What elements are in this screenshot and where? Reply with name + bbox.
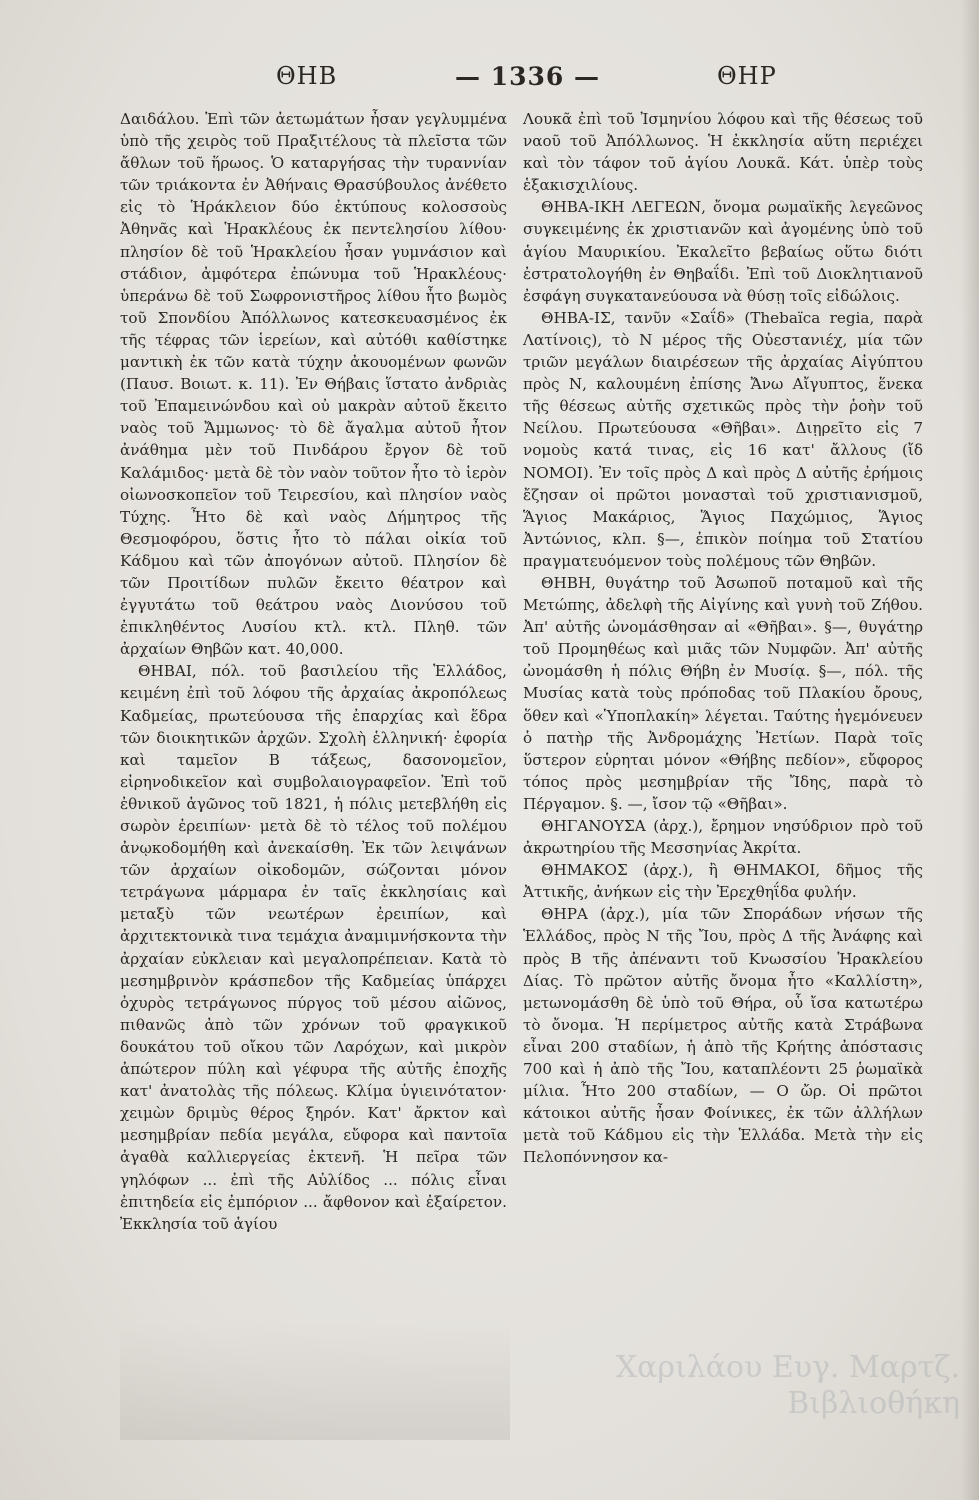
header-left-guideword: ΘΗΒ: [276, 62, 338, 90]
header-right-guideword: ΘΗΡ: [717, 62, 777, 90]
page-edge-shadow: [961, 0, 979, 1500]
entry-theganousa: ΘΗΓΑΝΟΥΣΑ (ἀρχ.), ἔρημον νησύδριον πρὸ τοῦ ἀκρωτηρίου τῆς Μεσσηνίας Ἀκρίτα.: [523, 817, 923, 858]
entry-thebe: ΘΗΒΗ, θυγάτηρ τοῦ Ἀσωποῦ ποταμοῦ καὶ τῆς Μετώπης, ἀδελφὴ τῆς Αἰγίνης καὶ γυνὴ τοῦ Ζήθου. Ἀπ' αὐτῆς ὠνομάσθησαν αἱ «Θῆβαι». §—, θυγάτηρ τοῦ Προμηθέως καὶ μιᾶς τῶν Νυμφῶν. Ἀπ' αὐτῆς ὠνομάσθη ἡ πόλις Θήβη ἐν Μυσίᾳ. §—, πόλ. τῆς Μυσίας κατὰ τοὺς πρόποδας τοῦ Πλακίου ὄρους, ὅθεν καὶ «Ὑποπλακίη» λέγεται. Ταύτης ἡγεμόνευεν ὁ πατὴρ τῆς Ἀνδρομάχης Ἠετίων. Παρὰ τοῖς ὕστερον εὑρηται μόνον «Θήβης πεδίον», εὔφορος τόπος πρὸς μεσημβρίαν τῆς Ἴδης, παρὰ τὸ Πέργαμον. §. —, ἴσον τῷ «Θῆβαι».: [523, 573, 923, 813]
page-smudge: [120, 1320, 510, 1440]
right-column: [523, 108, 923, 1169]
entry-themakos: ΘΗΜΑΚΟΣ (ἀρχ.), ἢ ΘΗΜΑΚΟΙ, δῆμος τῆς Ἀττικῆς, ἀνήκων εἰς τὴν Ἐρεχθηΐδα φυλήν.: [523, 861, 923, 902]
entry-thebais: ΘΗΒΑ-ΙΣ, τανῦν «Σαΐδ» (Thebaïca regia, παρὰ Λατίνοις), τὸ Ν μέρος τῆς Οὐεστανιέχ, μία τῶν τριῶν μεγάλων διαιρέσεων τῆς ἀρχαίας Αἰγύπτου πρὸς Ν, καλουμένη ἐπίσης Ἄνω Αἴγυπτος, ἕνεκα τῆς θέσεως αὐτῆς σχετικῶς πρὸς τὴν ῥοὴν τοῦ Νείλου. Πρωτεύουσα «Θῆβαι». Διῃρεῖτο εἰς 7 νομοὺς κατά τινας, εἰς 16 κατ' ἄλλους (ἴδ ΝΟΜΟΙ). Ἐν τοῖς πρὸς Δ καὶ πρὸς Δ αὐτῆς ἐρήμοις ἔζησαν οἱ πρῶτοι μονασταὶ τοῦ χριστιανισμοῦ, Ἅγιος Μακάριος, Ἅγιος Παχώμιος, Ἅγιος Ἀντώνιος, κλπ. §—, ἐπικὸν ποίημα τοῦ Στατίου πραγματευόμενον τοὺς πολέμους τῶν Θηβῶν.: [523, 308, 923, 570]
entry-continuation-text-right: Λουκᾶ ἐπὶ τοῦ Ἰσμηνίου λόφου καὶ τῆς θέσεως τοῦ ναοῦ τοῦ Ἀπόλλωνος. Ἡ ἐκκλησία αὕτη περιέχει καὶ τὸν τάφον τοῦ ἁγίου Λουκᾶ. Κάτ. ὑπὲρ τοὺς ἑξακισχιλίους.: [523, 110, 923, 195]
entry-theba-iki-legeon: ΘΗΒΑ-ΙΚΗ ΛΕΓΕΩΝ, ὄνομα ρωμαϊκῆς λεγεῶνος συγκειμένης ἐκ χριστιανῶν καὶ ἀγομένης ὑπὸ τοῦ ἁγίου Μαυρικίου. Ἐκαλεῖτο βεβαίως οὕτω διότι ἐστρατολογήθη ἐν Θηβαΐδι. Ἐπὶ τοῦ Διοκλητιανοῦ ἐσφάγη συγκατανεύουσα νὰ θύσῃ τοῖς εἰδώλοις.: [523, 198, 923, 305]
entry-continuation-text: Δαιδάλου. Ἐπὶ τῶν ἀετωμάτων ἦσαν γεγλυμμένα ὑπὸ τῆς χειρὸς τοῦ Πραξιτέλους τὰ πλεῖστα τῶν ἄθλων τοῦ ἥρωος. Ὁ καταργήσας τὴν τυραννίαν τῶν τριάκοντα ἐν Ἀθήναις Θρασύβουλος ἀνέθετο εἰς τὸ Ἡράκλειον δύο ἐκτύπους κολοσσοὺς Ἀθηνᾶς καὶ Ἡρακλέους ἐκ πεντελησίου λίθου· πλησίον δὲ τοῦ Ἡρακλείου ἦσαν γυμνάσιον καὶ στάδιον, ἀμφότερα ἐπώνυμα τοῦ Ἡρακλέους· ὑπεράνω δὲ τοῦ Σωφρονιστῆρος λίθου ἦτο βωμὸς τοῦ Σπονδίου Ἀπόλλωνος κατεσκευασμένος ἐκ τῆς τέφρας τῶν ἱερείων, καὶ αὐτόθι καθίστηκε μαντικὴ ἐκ τῶν κατὰ τύχην ἀκουομένων φωνῶν (Παυσ. Βοιωτ. κ. 11). Ἐν Θήβαις ἵστατο ἀνδριὰς τοῦ Ἐπαμεινώνδου καὶ οὐ μακρὰν αὐτοῦ ἔκειτο ναὸς τοῦ Ἄμμωνος· τὸ δὲ ἄγαλμα αὐτοῦ ἦτον ἀνάθημα μὲν τοῦ Πινδάρου ἔργον δὲ τοῦ Καλάμιδος· μετὰ δὲ τὸν ναὸν τοῦτον ἦτο τὸ ἱερὸν οἰωνοσκοπεῖον τοῦ Τειρεσίου, καὶ πλησίον ναὸς Τύχης. Ἦτο δὲ καὶ ναὸς Δήμητρος τῆς Θεσμοφόρου, ὅστις ἦτο τὸ πάλαι οἰκία τοῦ Κάδμου καὶ τῶν ἀπογόνων αὐτοῦ. Πλησίον δὲ τῶν Προιτίδων πυλῶν ἔκειτο θέατρον καὶ ἐγγυτάτω τοῦ θεάτρου ναὸς Διονύσου τοῦ ἐπικληθέντος Λυσίου κτλ. κτλ. Πληθ. τῶν ἀρχαίων Θηβῶν κατ. 40,000.: [120, 110, 507, 659]
library-watermark: Χαριλάου Ευγ. Μαρτζ. Βιβλιοθήκη: [615, 1350, 960, 1421]
entry-thebai: ΘΗΒΑΙ, πόλ. τοῦ βασιλείου τῆς Ἑλλάδος, κειμένη ἐπὶ τοῦ λόφου τῆς ἀρχαίας ἀκροπόλεως Καδμείας, πρωτεύουσα τῆς ἐπαρχίας καὶ ἕδρα τῶν διοικητικῶν ἀρχῶν. Σχολὴ ἑλληνική· ἐφορία καὶ ταμεῖον Β τάξεως, δασονομεῖον, εἰρηνοδικεῖον καὶ συμβολαιογραφεῖον. Ἐπὶ τοῦ ἐθνικοῦ ἀγῶνος τοῦ 1821, ἡ πόλις μετεβλήθη εἰς σωρὸν ἐρειπίων· μετὰ δὲ τὸ τέλος τοῦ πολέμου ἀνῳκοδομήθη καὶ ἀνεκαίσθη. Ἐκ τῶν λειψάνων τῶν ἀρχαίων οἰκοδομῶν, σώζονται μόνον τετράγωνα μάρμαρα ἐν ταῖς ἐκκλησίαις καὶ μεταξὺ τῶν νεωτέρων ἐρειπίων, καὶ ἀρχιτεκτονικὰ τινα τεμάχια ἀναμιμνήσκοντα τὴν ἀρχαίαν εὐκλειαν καὶ μεγαλοπρέπειαν. Κατὰ τὸ μεσημβρινὸν κράσπεδον τῆς Καδμείας ὑπάρχει ὀχυρὸς τετράγωνος πύργος τοῦ μέσου αἰῶνος, πιθανῶς ἀπὸ τῶν χρόνων τοῦ φραγκικοῦ δουκάτου τοῦ οἴκου τῶν Λαρόχων, καὶ μικρὸν ἀπώτερον πύλη καὶ γέφυρα τῆς αὐτῆς ἐποχῆς κατ' ἀνατολὰς τῆς πόλεως. Κλίμα ὑγιεινότατον· χειμὼν δριμὺς θέρος ξηρόν. Κατ' ἄρκτον καὶ μεσημβρίαν πεδία μεγάλα, εὔφορα καὶ παντοῖα ἀγαθὰ καλλιεργείας ἐκτενῆ. Ἡ πεῖρα τῶν γηλόφων ... ἐπὶ τῆς Αὐλίδος ... πόλις εἶναι ἐπιτηδεία εἰς ἐμπόριον ... ἄφθονον καὶ ἐξαίρετον. Ἐκκλησία τοῦ ἁγίου: [120, 662, 507, 1233]
entry-thera: ΘΗΡΑ (ἀρχ.), μία τῶν Σποράδων νήσων τῆς Ἑλλάδος, πρὸς Ν τῆς Ἴου, πρὸς Δ τῆς Ἀνάφης καὶ πρὸς Β τῆς ἀπέναντι τοῦ Κνωσσίου Ἡρακλείου Δίας. Τὸ πρῶτον αὐτῆς ὄνομα ἦτο «Καλλίστη», μετωνομάσθη δὲ ὑπὸ τοῦ Θήρα, οὗ ἴσα κατωτέρω τὸ ὄνομα. Ἡ περίμετρος αὐτῆς κατὰ Στράβωνα εἶναι 200 σταδίων, ἡ ἀπὸ τῆς Κρήτης ἀπόστασις 700 καὶ ἡ ἀπὸ τῆς Ἴου, καταπλέοντι 25 ῥωμαϊκὰ μίλια. Ἦτο 200 σταδίων, — Ο ὤρ. Οἱ πρῶτοι κάτοικοι αὐτῆς ἦσαν Φοίνικες, ἐκ τῶν ἀλλήλων μετὰ τοῦ Κάδμου εἰς τὴν Ἑλλάδα. Μετὰ τὴν εἰς Πελοπόννησον κα-: [523, 905, 923, 1167]
page-number: — 1336 —: [455, 62, 600, 91]
left-column: [120, 108, 507, 1235]
page-header: [0, 56, 979, 106]
